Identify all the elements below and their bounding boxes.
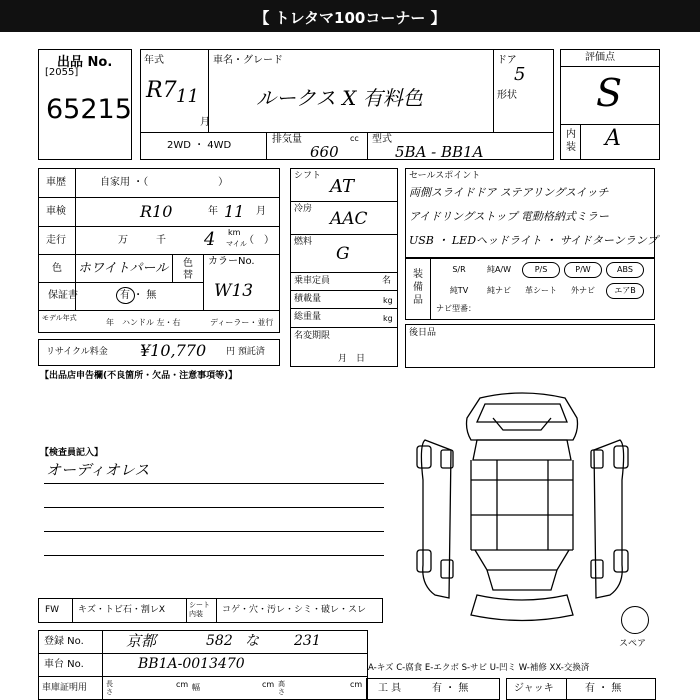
registration-v2: 582: [206, 633, 233, 649]
name-change-label: 名変期限: [294, 331, 331, 341]
cert-width: 幅: [192, 683, 200, 692]
name-change-unit: 月 日: [338, 354, 366, 364]
type-label: 型式: [372, 134, 392, 145]
jack-label: ジャッキ: [514, 683, 554, 694]
equipment-item: P/W: [564, 262, 602, 278]
car-diagram: [405, 390, 640, 630]
warranty-label: 保証書: [48, 290, 78, 301]
history-label: 車歴: [46, 177, 66, 188]
engine-unit: cc: [350, 134, 359, 143]
gross-label: 総重量: [294, 312, 322, 322]
tools-value: 有 ・ 無: [432, 683, 469, 694]
chassis-value: BB1A-0013470: [138, 656, 245, 672]
registration-label: 登録 No.: [44, 636, 84, 647]
jack-value: 有 ・ 無: [585, 683, 622, 694]
recycle-label: リサイクル料金: [46, 347, 108, 357]
color-no-label: カラーNo.: [208, 256, 255, 267]
fuel-label: 燃料: [294, 237, 313, 247]
mileage-sen: 千: [156, 235, 166, 246]
interior-value: A: [605, 126, 621, 151]
lot-code: [2055]: [45, 67, 79, 78]
equipment-item: 純TV: [449, 286, 469, 295]
mileage-man: 万: [118, 235, 128, 246]
lot-number: 65215: [46, 94, 132, 125]
equipment-item: エアB: [606, 283, 644, 299]
sales-line-3: USB ・ LEDヘッドライト ・ サイドターンランプ: [409, 234, 658, 247]
registration-v4: 231: [294, 633, 321, 649]
dealer-label: ディーラー・並行: [210, 318, 274, 327]
legend-fw: FW: [45, 605, 60, 615]
color-value: ホワイトパール: [78, 261, 169, 276]
mileage-paren: （ ）: [244, 235, 274, 246]
year-label: 年式: [144, 55, 164, 66]
damage-codes: A-キズ C-腐食 E-エクボ S-サビ U-凹ミ W-補修 XX-交換済: [368, 663, 590, 673]
mileage-label: 走行: [46, 235, 66, 246]
inspection-value: R10: [140, 202, 173, 221]
sales-line-1: 両側スライドドア ステアリングスイッチ: [409, 186, 609, 199]
equipment-item: 外ナビ: [571, 286, 595, 295]
load-label: 積載量: [294, 294, 322, 304]
sales-line-2: アイドリングストップ 電動格納式ミラー: [409, 210, 609, 223]
year-month-value: 11: [176, 86, 199, 107]
inspection-year-unit: 年: [208, 206, 218, 217]
cert-cm-1: cm: [176, 680, 189, 689]
cert-length: 長さ: [106, 680, 113, 696]
drive-label: 2WD ・ 4WD: [167, 140, 232, 151]
mileage-unit-mile: マイル: [226, 240, 247, 248]
inspection-month-value: 11: [224, 202, 245, 221]
color-change-label: 色替: [183, 258, 193, 281]
registration-v3: な: [245, 633, 259, 649]
shift-label: シフト: [294, 171, 322, 181]
registration-v1: 京都: [126, 632, 157, 650]
mileage-value: 4: [204, 229, 216, 250]
equipment-item: ABS: [606, 262, 644, 278]
cert-height: 高さ: [278, 680, 285, 696]
year-month-unit: 月: [200, 117, 210, 128]
cert-label: 車庫証明用: [42, 683, 88, 693]
shift-value: AT: [330, 176, 355, 197]
spare-tire-circle: [621, 606, 649, 634]
doors-label: ドア: [497, 55, 517, 66]
doors-value: 5: [514, 64, 526, 85]
recycle-unit: 円 預託済: [226, 347, 265, 357]
fuel-value: G: [336, 244, 350, 264]
cert-cm-3: cm: [350, 680, 363, 689]
score-value: S: [596, 71, 623, 115]
equipment-item: P/S: [522, 262, 560, 278]
score-label: 評価点: [585, 52, 615, 63]
posttext-box: [405, 324, 655, 368]
model-year-unit: 年: [106, 318, 114, 327]
ac-value: AAC: [330, 209, 368, 229]
shape-label: 形状: [497, 90, 517, 101]
interior-label: 内装: [566, 129, 576, 153]
legend-seat-text: コゲ・穴・汚レ・シミ・破レ・スレ: [222, 605, 367, 615]
chassis-label: 車台 No.: [44, 659, 84, 670]
mileage-unit-km: km: [228, 228, 241, 237]
model-value: ルークス X 有料色: [256, 86, 423, 110]
engine-label: 排気量: [272, 134, 302, 145]
lot-label: 出品 No.: [57, 55, 113, 70]
equipment-item: S/R: [452, 265, 466, 274]
model-label: 車名・グレード: [213, 55, 283, 66]
model-year-label: モデル年式: [42, 314, 77, 322]
ac-label: 冷房: [294, 204, 313, 214]
posttext-label: 後日品: [409, 328, 437, 338]
cert-cm-2: cm: [262, 680, 275, 689]
history-value: 自家用 ・（ ）: [100, 177, 229, 188]
inspector-value: オーディオレス: [46, 461, 150, 479]
type-value: 5BA - BB1A: [395, 143, 484, 161]
recycle-value: ¥10,770: [140, 341, 207, 360]
equipment-label: 装備品: [413, 269, 423, 306]
load-unit: kg: [383, 296, 393, 305]
year-value: R7: [146, 78, 177, 103]
inspection-label: 車検: [46, 206, 66, 217]
legend-fw-text: キズ・トビ石・割レX: [78, 605, 165, 615]
handle-label: ハンドル 左・右: [122, 318, 181, 327]
capacity-unit: 名: [382, 276, 392, 286]
color-label: 色: [52, 263, 62, 274]
equipment-item: 純A/W: [486, 265, 512, 274]
inspection-month-unit: 月: [256, 206, 266, 217]
tools-label: 工 具: [378, 683, 402, 694]
header-title: 【 トレタマ100コーナー 】: [254, 9, 446, 27]
seller-label: 【出品店申告欄(不良箇所・欠品・注意事項等)】: [40, 371, 238, 381]
navi-label: ナビ型番：: [436, 304, 476, 313]
warranty-selected-circle: [116, 287, 135, 304]
capacity-label: 乗車定員: [294, 276, 331, 286]
legend-seat: シート内装: [189, 601, 210, 618]
color-no-value: W13: [214, 281, 254, 301]
gross-unit: kg: [383, 314, 393, 323]
inspector-label: 【検査員記入】: [40, 448, 104, 458]
sales-label: セールスポイント: [409, 171, 481, 181]
equipment-item: 純ナビ: [487, 286, 511, 295]
equipment-item: 革シート: [525, 286, 557, 295]
warranty-value: 有 ・ 無: [120, 290, 157, 301]
spare-label: スペア: [619, 639, 647, 649]
engine-value: 660: [310, 143, 339, 161]
